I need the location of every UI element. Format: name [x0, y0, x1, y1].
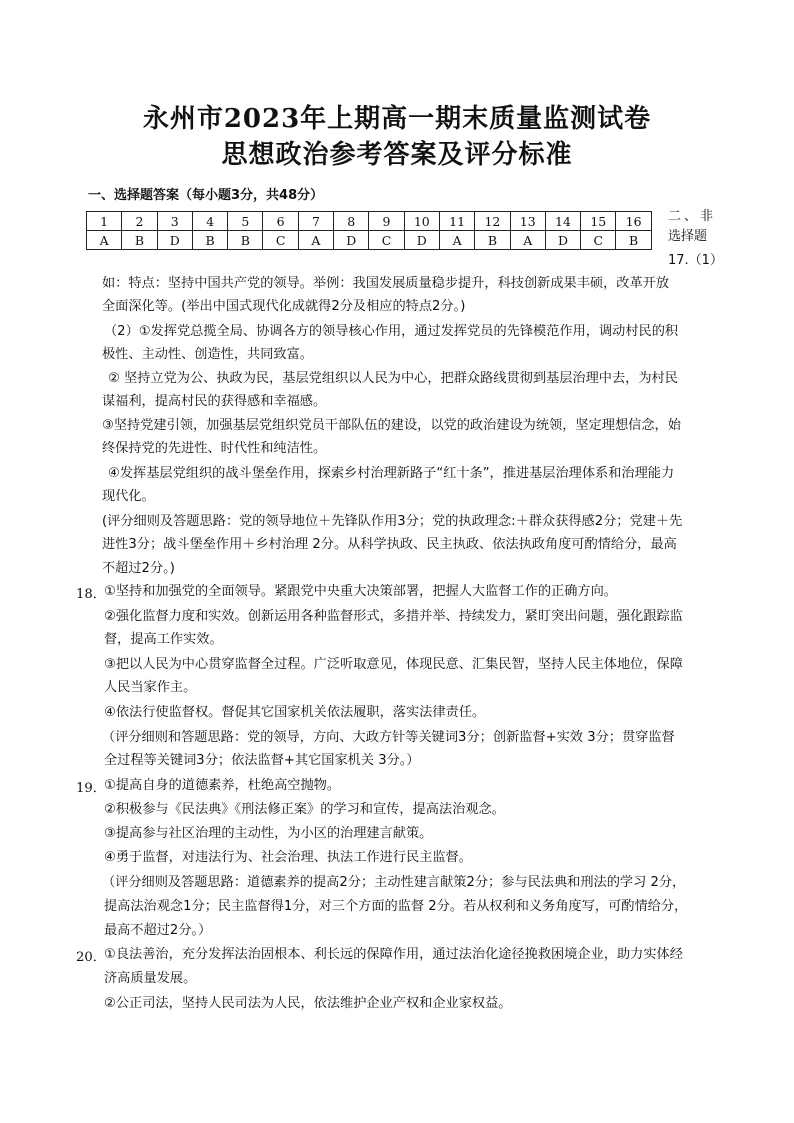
table-cell: A — [298, 231, 333, 250]
table-cell: D — [334, 231, 369, 250]
table-cell: 14 — [545, 212, 580, 231]
answer-line: （评分细则和答题思路：党的领导，方向、大政方针等关键词3分；创新监督+实效 3分；贯穿监督 — [102, 730, 675, 745]
table-cell: 10 — [404, 212, 439, 231]
answer-line: ④依法行使监督权。督促其它国家机关依法履职，落实法律责任。 — [104, 705, 486, 720]
table-cell: 8 — [334, 212, 369, 231]
answer-line: ② 坚持立党为公、执政为民，基层党组织以人民为中心，把群众路线贯彻到基层治理中去，为村民 — [108, 371, 678, 386]
section2-heading-part2: 选择题 — [668, 229, 708, 244]
answer-line: 进性3分；战斗堡垒作用＋乡村治理 2分。从科学执政、民主执政、依法执政角度可酌情给分，最高 — [102, 537, 677, 552]
answer-line: 最高不超过2分。） — [104, 923, 212, 938]
table-cell: B — [122, 231, 157, 250]
table-cell: 9 — [369, 212, 404, 231]
table-cell: 1 — [87, 212, 122, 231]
table-cell: 11 — [439, 212, 474, 231]
answer-table — [86, 211, 652, 250]
table-cell: C — [369, 231, 404, 250]
question-number-19: 19． — [76, 781, 106, 796]
answer-line: 如：特点：坚持中国共产党的领导。举例：我国发展质量稳步提升，科技创新成果丰硕，改革开放 — [102, 276, 670, 291]
answer-line: ③把以人民为中心贯穿监督全过程。广泛听取意见，体现民意、汇集民智，坚持人民主体地位，保障 — [104, 657, 683, 672]
answer-line: （评分细则及答题思路：道德素养的提高2分；主动性建言献策2分；参与民法典和刑法的学习 2分， — [102, 875, 686, 890]
question-number-18: 18． — [76, 587, 106, 602]
table-cell: D — [404, 231, 439, 250]
answer-line: ②公正司法，坚持人民司法为人民，依法维护企业产权和企业家权益。 — [104, 996, 512, 1011]
answer-table-answer-row — [87, 231, 652, 250]
title-line-2: 思想政治参考答案及评分标准 — [221, 140, 573, 170]
table-cell: A — [87, 231, 122, 250]
table-cell: B — [475, 231, 510, 250]
q17-label: 17.（1） — [668, 253, 723, 268]
table-cell: 6 — [263, 212, 298, 231]
table-cell: B — [192, 231, 227, 250]
answer-line: 不超过2分。) — [102, 561, 175, 576]
answer-line: ①提高自身的道德素养，杜绝高空抛物。 — [104, 778, 341, 793]
table-cell: A — [439, 231, 474, 250]
table-cell: 4 — [192, 212, 227, 231]
answer-line: ①良法善治，充分发挥法治固根本、利长远的保障作用，通过法治化途径挽救困境企业，助力实体经 — [104, 947, 683, 962]
answer-line: ④勇于监督，对违法行为、社会治理、执法工作进行民主监督。 — [104, 850, 472, 865]
table-cell: 12 — [475, 212, 510, 231]
answer-line: 督，提高工作实效。 — [104, 632, 223, 647]
answer-table-number-row — [87, 212, 652, 231]
answer-line: ①坚持和加强党的全面领导。紧跟党中央重大决策部署，把握人大监督工作的正确方向。 — [104, 584, 617, 599]
table-cell: A — [510, 231, 545, 250]
answer-line: ②积极参与《民法典》《刑法修正案》的学习和宣传，提高法治观念。 — [104, 802, 505, 817]
table-cell: 3 — [157, 212, 192, 231]
answer-line: 全面深化等。(举出中国式现代化成就得2分及相应的特点2分。) — [102, 299, 466, 314]
answer-line: 济高质量发展。 — [104, 971, 197, 986]
answer-line: 全过程等关键词3分；依法监督+其它国家机关 3分。） — [104, 753, 420, 768]
table-cell: C — [263, 231, 298, 250]
table-cell: 16 — [616, 212, 651, 231]
question-number-20: 20． — [76, 950, 106, 965]
answer-line: 提高法治观念1分；民主监督得1分，对三个方面的监督 2分。若从权利和义务角度写，可酌情给分， — [104, 899, 688, 914]
answer-line: （2）①发挥党总揽全局、协调各方的领导核心作用，通过发挥党员的先锋模范作用，调动村民的积 — [104, 324, 679, 339]
answer-line: 人民当家作主。 — [104, 680, 197, 695]
section2-heading-part1: 二、非 — [668, 209, 717, 224]
title-line-1: 永州市2023年上期高一期末质量监测试卷 — [142, 104, 652, 134]
answer-line: ④发挥基层党组织的战斗堡垒作用，探索乡村治理新路子“红十条”，推进基层治理体系和治理能力 — [108, 466, 675, 481]
answer-line: 谋福利，提高村民的获得感和幸福感。 — [102, 394, 327, 409]
table-cell: 2 — [122, 212, 157, 231]
table-cell: 13 — [510, 212, 545, 231]
table-cell: 5 — [228, 212, 263, 231]
answer-line: 终保持党的先进性、时代性和纯洁性。 — [102, 441, 327, 456]
table-cell: B — [228, 231, 263, 250]
table-cell: B — [616, 231, 651, 250]
answer-line: 现代化。 — [102, 489, 155, 504]
answer-line: ③提高参与社区治理的主动性，为小区的治理建言献策。 — [104, 826, 433, 841]
answer-line: 极性、主动性、创造性，共同致富。 — [102, 347, 313, 362]
section1-heading: 一、选择题答案（每小题3分，共48分） — [88, 188, 324, 203]
table-cell: C — [581, 231, 616, 250]
table-cell: 15 — [581, 212, 616, 231]
answer-line: ②强化监督力度和实效。创新运用各种监督形式，多措并举、持续发力，紧盯突出问题，强化跟踪监 — [104, 609, 683, 624]
table-cell: D — [545, 231, 580, 250]
table-cell: D — [157, 231, 192, 250]
answer-line: (评分细则及答题思路：党的领导地位＋先锋队作用3分；党的执政理念:＋群众获得感2分；党建＋先 — [102, 514, 683, 529]
table-cell: 7 — [298, 212, 333, 231]
answer-line: ③坚持党建引领，加强基层党组织党员干部队伍的建设，以党的政治建设为统领，坚定理想信念，始 — [102, 418, 681, 433]
